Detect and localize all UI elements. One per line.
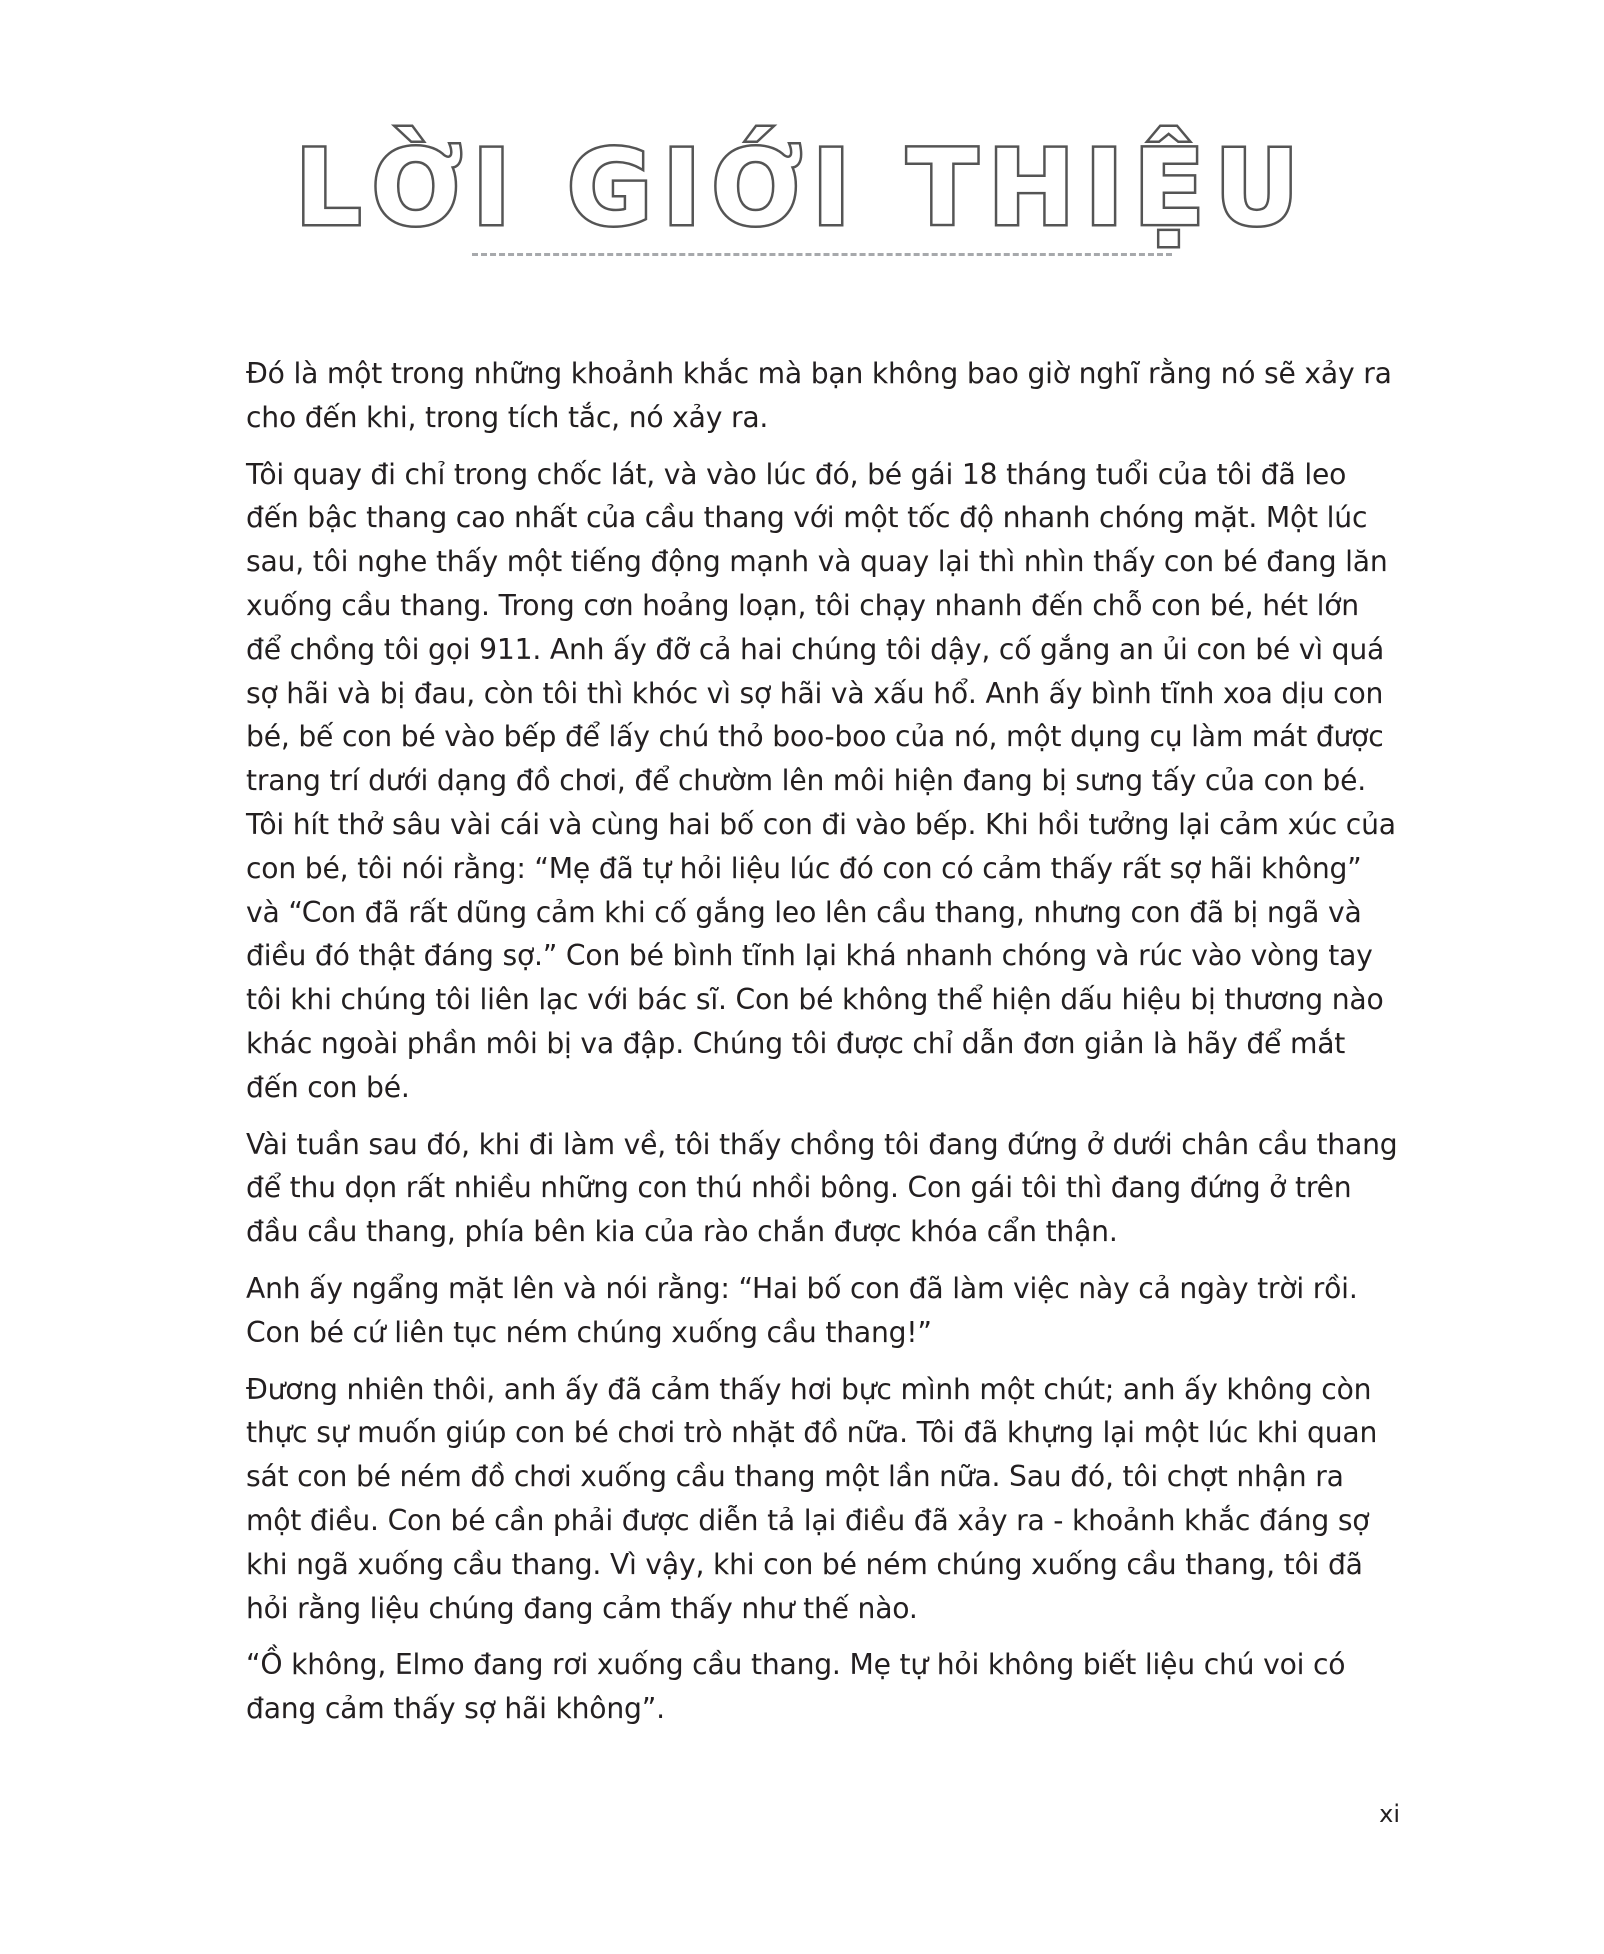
paragraph-2: Tôi quay đi chỉ trong chốc lát, và vào lúc đó, bé gái 18 tháng tuổi của tôi đã leo đến bậc thang cao nhất của cầu thang với một tốc độ nhanh chóng mặt. Một lúc sau, tôi nghe thấy một tiếng động mạnh và quay lại thì nhìn thấy con bé đang lăn xuống cầu thang. Trong cơn hoảng loạn, tôi chạy nhanh đến chỗ con bé, hét lớn để chồng tôi gọi 911. Anh ấy đỡ cả hai chúng tôi dậy, cố gắng an ủi con bé vì quá sợ hãi và bị đau, còn tôi thì khóc vì sợ hãi và xấu hổ. Anh ấy bình tĩnh xoa dịu con bé, bế con bé vào bếp để lấy chú thỏ boo-boo của nó, một dụng cụ làm mát được trang trí dưới dạng đồ chơi, để chườm lên môi hiện đang bị sưng tấy của con bé. Tôi hít thở sâu vài cái và cùng hai bố con đi vào bếp. Khi hồi tưởng lại cảm xúc của con bé, tôi nói rằng: “Mẹ đã tự hỏi liệu lúc đó con có cảm thấy rất sợ hãi không” và “Con đã rất dũng cảm khi cố gắng leo lên cầu thang, nhưng con đã bị ngã và điều đó thật đáng sợ.” Con bé bình tĩnh lại khá nhanh chóng và rúc vào vòng tay tôi khi chúng tôi liên lạc với bác sĩ. Con bé không thể hiện dấu hiệu bị thương nào khác ngoài phần môi bị va đập. Chúng tôi được chỉ dẫn đơn giản là hãy để mắt đến con bé. [246,457,1396,1104]
chapter-title: LỜI GIỚI THIỆU [295,127,1309,249]
paragraph-5: Đương nhiên thôi, anh ấy đã cảm thấy hơi bực mình một chút; anh ấy không còn thực sự muốn giúp con bé chơi trò nhặt đồ nữa. Tôi đã khựng lại một lúc khi quan sát con bé ném đồ chơi xuống cầu thang một lần nữa. Sau đó, tôi chợt nhận ra một điều. Con bé cần phải được diễn tả lại điều đã xảy ra - khoảnh khắc đáng sợ khi ngã xuống cầu thang. Vì vậy, khi con bé ném chúng xuống cầu thang, tôi đã hỏi rằng liệu chúng đang cảm thấy như thế nào. [246,1372,1378,1625]
paragraph-4: Anh ấy ngẩng mặt lên và nói rằng: “Hai bố con đã làm việc này cả ngày trời rồi. Con bé cứ liên tục ném chúng xuống cầu thang!” [246,1271,1358,1349]
paragraph-1: Đó là một trong những khoảnh khắc mà bạn không bao giờ nghĩ rằng nó sẽ xảy ra cho đến khi, trong tích tắc, nó xảy ra. [246,357,1392,434]
body-text [246,352,1398,1744]
paragraph-6: “Ồ không, Elmo đang rơi xuống cầu thang. Mẹ tự hỏi không biết liệu chú voi có đang cảm thấy sợ hãi không”. [246,1648,1346,1726]
paragraph-3: Vài tuần sau đó, khi đi làm về, tôi thấy chồng tôi đang đứng ở dưới chân cầu thang để thu dọn rất nhiều những con thú nhồi bông. Con gái tôi thì đang đứng ở trên đầu cầu thang, phía bên kia của rào chắn được khóa cẩn thận. [246,1127,1398,1249]
dashed-divider [472,253,1172,256]
chapter-heading [0,118,1604,258]
page-number: xi [1379,1800,1400,1828]
